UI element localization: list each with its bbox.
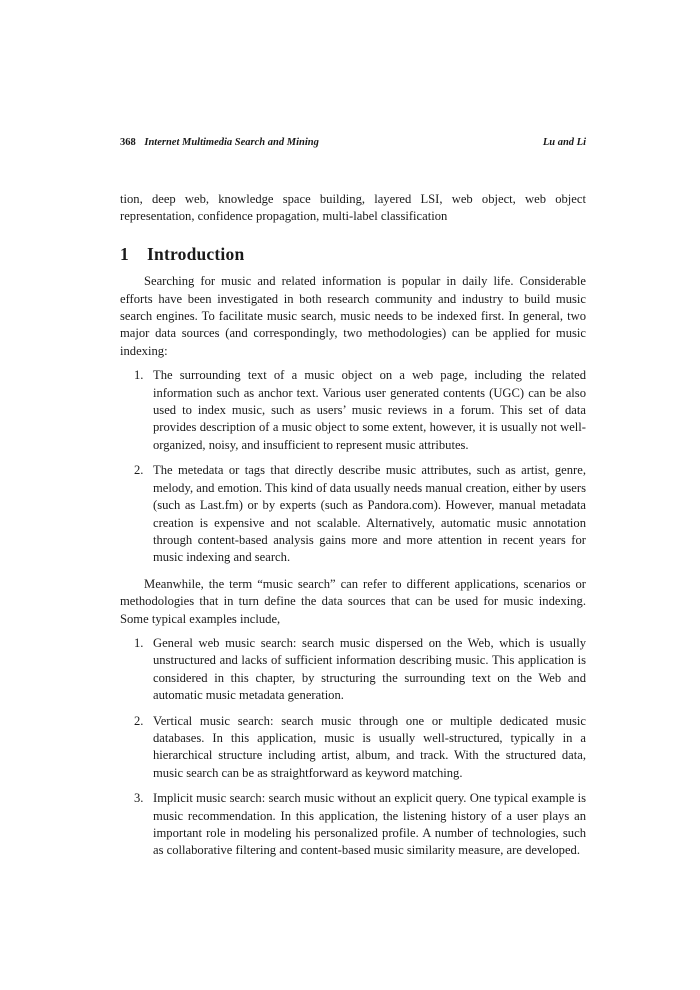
authors: Lu and Li [542, 137, 586, 148]
list-marker: 3. [134, 791, 144, 806]
list-item [120, 635, 586, 705]
list-marker: 2. [134, 713, 144, 728]
examples-list [120, 635, 586, 860]
section-number: 1 [120, 243, 129, 264]
page-number: 368 [120, 137, 136, 148]
intro-paragraph: Searching for music and related information is popular in daily life. Considerable efforts have been investigated in both research community and industry to build music search engines. To facilitate music search, music needs to be indexed first. In general, two major data sources (and correspondingly, two methodologies) can be applied for music indexing: [120, 274, 586, 358]
list-item-text: General web music search: search music dispersed on the Web, which is usually unstructured and lacks of sufficient information describing music. This application is considered in this chapter, by structuring the surrounding text on the Web and automatic music metadata generation. [153, 635, 586, 703]
sources-list [120, 367, 586, 566]
meanwhile-paragraph: Meanwhile, the term “music search” can refer to different applications, scenarios or methodologies that in turn define the data sources that can be used for music indexing. Some typical examples include, [120, 576, 586, 626]
list-item-text: Vertical music search: search music through one or multiple dedicated music databases. In this application, music is usually well-structured, typically in a hierarchical structure including artist, album, and track. With the structured data, music search can be as straightforward as keyword matching. [153, 713, 586, 780]
section-title: Introduction [147, 243, 245, 264]
body-text [120, 191, 586, 869]
book-title: Internet Multimedia Search and Mining [144, 137, 319, 148]
running-header-left [120, 137, 319, 148]
list-item [120, 713, 586, 783]
keywords-continuation: tion, deep web, knowledge space building, layered LSI, web object, web object representation, confidence propagation, multi-label classification [120, 192, 586, 224]
list-marker: 1. [134, 368, 144, 383]
list-marker: 2. [134, 463, 144, 478]
list-item [120, 367, 586, 454]
list-item-text: Implicit music search: search music without an explicit query. One typical example is music recommendation. In this application, the listening history of a user plays an important role in modeling his personalized profile. A number of technologies, such as collaborative filtering and content-based music similarity measure, are developed. [153, 791, 586, 858]
list-item-text: The surrounding text of a music object on a web page, including the related information such as anchor text. Various user generated contents (UGC) can be also used to index music, such as users’ music reviews in a forum. This set of data provides description of a music object to some extent, however, it is usually not well-organized, noisy, and insufficient to represent music attributes. [153, 368, 586, 452]
list-item [120, 462, 586, 566]
list-item-text: The metedata or tags that directly describe music attributes, such as artist, genre, melody, and emotion. This kind of data usually needs manual creation, either by users (such as Last.fm) or by experts (such as Pandora.com). However, manual metadata creation is expensive and not scalable. Alternatively, automatic music annotation through content-based analysis gains more and more attention in recent years for music indexing and search. [153, 463, 586, 565]
section-heading [120, 243, 586, 264]
list-marker: 1. [134, 635, 144, 650]
list-item [120, 790, 586, 860]
running-header [120, 137, 586, 148]
